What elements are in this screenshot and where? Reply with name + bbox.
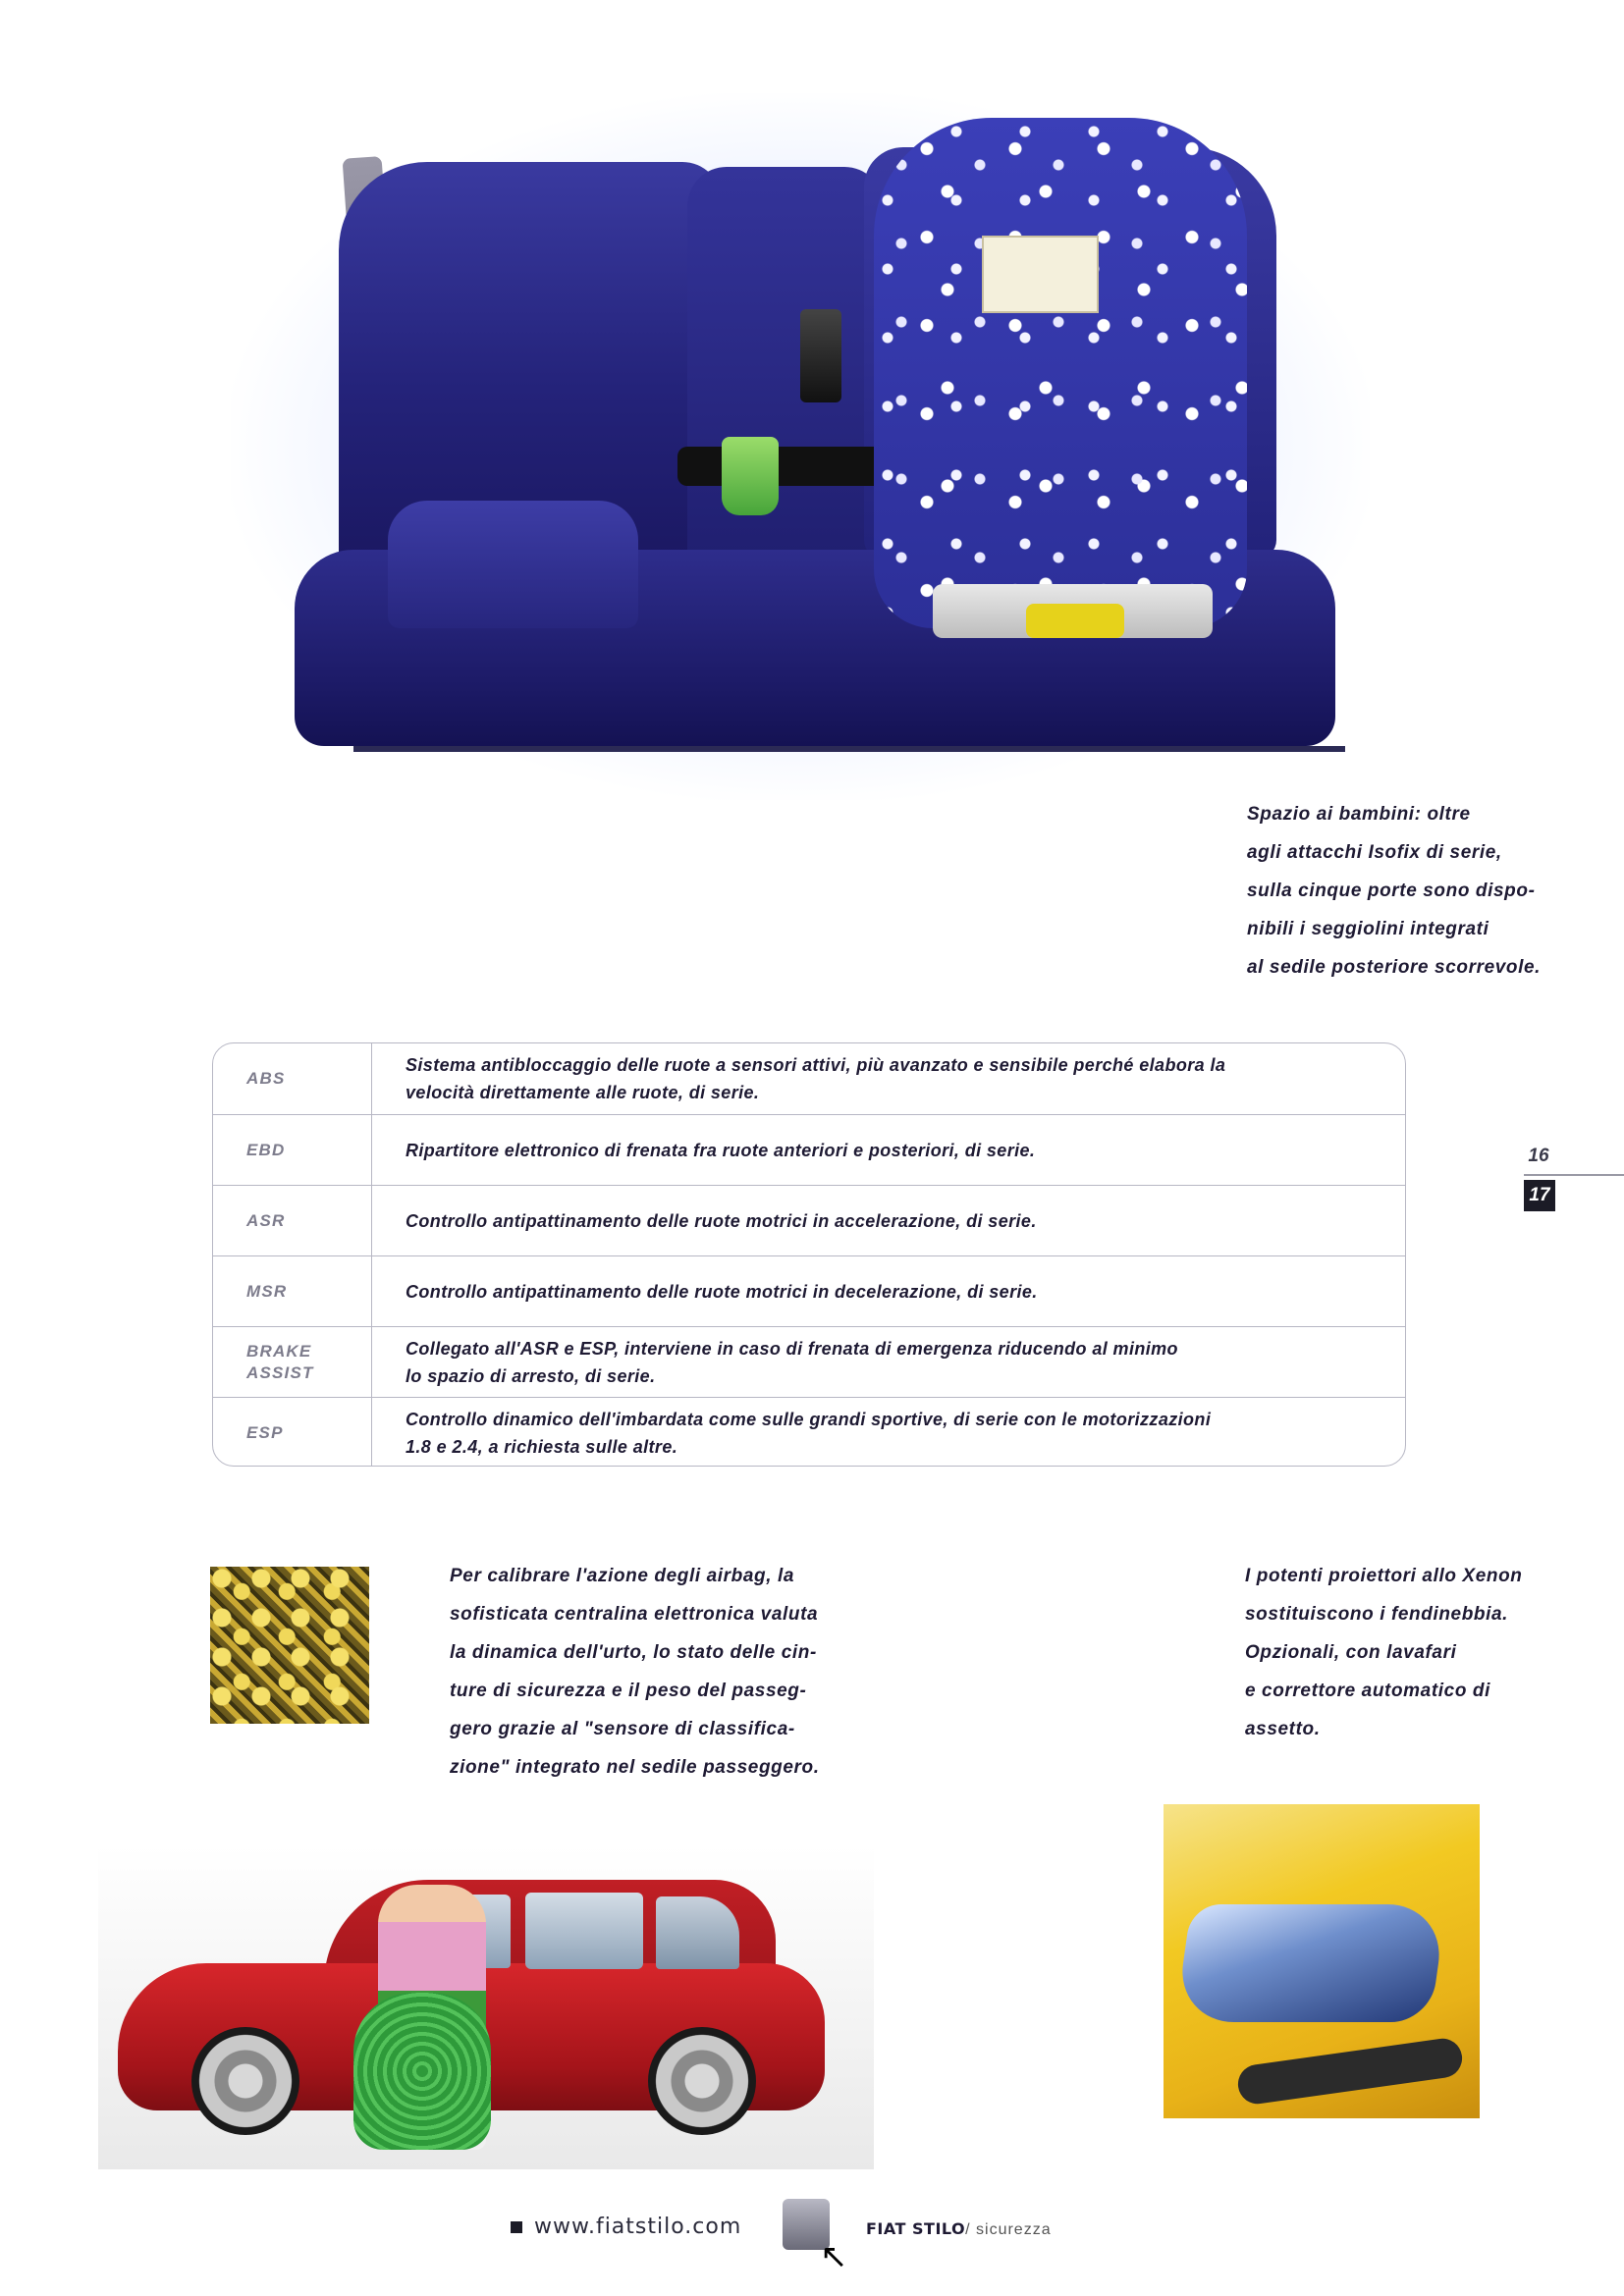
spec-desc-line: Sistema antibloccaggio delle ruote a sensori attivi, più avanzato e sensibile perché elabora la: [406, 1055, 1226, 1075]
child-seat-handle: [1026, 604, 1124, 638]
mouse-pointer-icon: ↖: [820, 2238, 848, 2275]
armrest: [388, 501, 638, 628]
xenon-caption: [1245, 1557, 1523, 1748]
page-number-left: 16: [1528, 1146, 1549, 1166]
caption-line: gero grazie al "sensore di classifica-: [450, 1719, 795, 1739]
caption-line: agli attacchi Isofix di serie,: [1247, 842, 1502, 863]
table-row: [213, 1326, 1405, 1398]
caption-line: nibili i seggiolini integrati: [1247, 919, 1489, 939]
page-number-divider: [1524, 1174, 1624, 1176]
spec-desc-line: velocità direttamente alle ruote, di serie.: [406, 1083, 760, 1102]
spec-description: [372, 1398, 1405, 1467]
caption-line: assetto.: [1245, 1719, 1321, 1739]
spec-description: [372, 1256, 1405, 1327]
child-seat-label: [982, 236, 1099, 313]
car-window: [656, 1896, 739, 1969]
spec-code: [213, 1256, 372, 1327]
page-number-right: 17: [1524, 1180, 1555, 1211]
seat-buckle: [800, 309, 841, 402]
spec-desc-line: Controllo antipattinamento delle ruote motrici in decelerazione, di serie.: [406, 1282, 1038, 1302]
caption-line: la dinamica dell'urto, lo stato delle cin-: [450, 1642, 817, 1663]
seat-rail: [353, 746, 1345, 752]
cup-tray: [677, 447, 884, 486]
spec-description: [372, 1043, 1405, 1114]
green-cup: [722, 437, 779, 515]
caption-line: Opzionali, con lavafari: [1245, 1642, 1457, 1663]
airbag-caption: [450, 1557, 820, 1787]
spec-description: [372, 1115, 1405, 1186]
spec-description: [372, 1327, 1405, 1398]
spec-code-text: ABS: [246, 1069, 286, 1088]
car-wheel: [648, 2027, 756, 2135]
footer-brand: [866, 2219, 1052, 2239]
spec-code-text: ESP: [246, 1423, 284, 1442]
caption-line: Spazio ai bambini: oltre: [1247, 804, 1471, 825]
spec-code: [213, 1115, 372, 1186]
spec-code-text: BRAKE: [246, 1342, 312, 1361]
caption-line: Per calibrare l'azione degli airbag, la: [450, 1566, 795, 1586]
caption-line: ture di sicurezza e il peso del passeg-: [450, 1681, 807, 1701]
seat-back-middle: [687, 167, 884, 560]
spec-code-text: ASSIST: [246, 1363, 314, 1382]
spec-desc-line: 1.8 e 2.4, a richiesta sulle altre.: [406, 1437, 678, 1457]
section-name: / sicurezza: [965, 2221, 1052, 2238]
caption-line: e correttore automatico di: [1245, 1681, 1490, 1701]
spec-code: [213, 1186, 372, 1256]
brand-name: FIAT STILO: [866, 2219, 966, 2238]
table-row: [213, 1255, 1405, 1327]
table-row: [213, 1185, 1405, 1256]
safety-spec-table: [212, 1042, 1406, 1467]
spec-code-text: MSR: [246, 1282, 288, 1301]
website-url-text[interactable]: www.fiatstilo.com: [534, 2215, 742, 2239]
spec-desc-line: lo spazio di arresto, di serie.: [406, 1366, 656, 1386]
website-link[interactable]: [511, 2215, 741, 2239]
spec-code-text: ASR: [246, 1211, 286, 1230]
table-row: [213, 1397, 1405, 1467]
spec-description: [372, 1186, 1405, 1256]
spec-desc-line: Controllo antipattinamento delle ruote motrici in accelerazione, di serie.: [406, 1211, 1037, 1231]
caption-line: zione" integrato nel sedile passeggero.: [450, 1757, 820, 1778]
bullet-icon: [511, 2221, 522, 2233]
spec-code: [213, 1398, 372, 1467]
caption-line: sostituiscono i fendinebbia.: [1245, 1604, 1509, 1625]
integrated-child-seat: [874, 118, 1247, 628]
toy-crocodile: [353, 1993, 491, 2150]
headlight-lens: [1175, 1904, 1447, 2022]
spec-desc-line: Ripartitore elettronico di frenata fra ruote anteriori e posteriori, di serie.: [406, 1141, 1036, 1160]
car-window: [525, 1893, 643, 1969]
table-row: [213, 1043, 1405, 1114]
child-seat-caption: [1247, 795, 1541, 987]
caption-line: al sedile posteriore scorrevole.: [1247, 957, 1542, 978]
car-wheel: [191, 2027, 299, 2135]
caption-line: sofisticata centralina elettronica valuta: [450, 1604, 819, 1625]
spec-code: [213, 1043, 372, 1114]
caption-line: I potenti proiettori allo Xenon: [1245, 1566, 1523, 1586]
table-row: [213, 1114, 1405, 1186]
spec-desc-line: Collegato all'ASR e ESP, interviene in caso di frenata di emergenza riducendo al minimo: [406, 1339, 1178, 1359]
spec-desc-line: Controllo dinamico dell'imbardata come sulle grandi sportive, di serie con le motorizzazioni: [406, 1410, 1212, 1429]
caption-line: sulla cinque porte sono dispo-: [1247, 881, 1536, 901]
airbag-sensor-image: [210, 1567, 369, 1724]
spec-code: [213, 1327, 372, 1398]
spec-code-text: EBD: [246, 1141, 286, 1159]
